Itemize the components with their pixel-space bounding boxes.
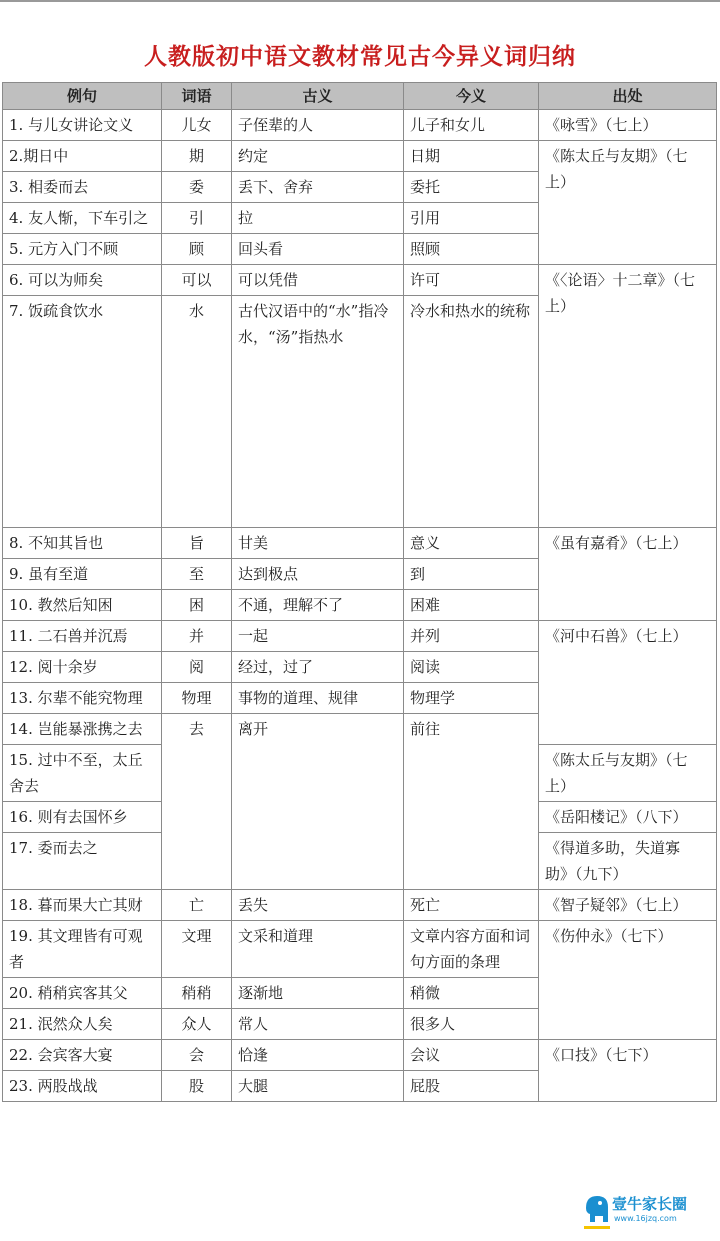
modern-cell: 冷水和热水的统称 bbox=[404, 296, 539, 528]
ancient-cell: 一起 bbox=[232, 621, 404, 652]
example-cell: 4. 友人惭，下车引之 bbox=[3, 203, 162, 234]
watermark-text: 壹牛家长圈 bbox=[612, 1195, 688, 1213]
ancient-cell: 经过，过了 bbox=[232, 652, 404, 683]
source-cell: 《陈太丘与友期》（七上） bbox=[539, 141, 717, 265]
ancient-cell: 回头看 bbox=[232, 234, 404, 265]
ancient-cell: 古代汉语中的“水”指冷水，“汤”指热水 bbox=[232, 296, 404, 528]
word-cell: 引 bbox=[162, 203, 232, 234]
word-cell: 稍稍 bbox=[162, 978, 232, 1009]
word-cell: 并 bbox=[162, 621, 232, 652]
source-cell: 《虽有嘉肴》（七上） bbox=[539, 528, 717, 621]
example-cell: 16. 则有去国怀乡 bbox=[3, 802, 162, 833]
modern-cell: 死亡 bbox=[404, 890, 539, 921]
example-cell: 23. 两股战战 bbox=[3, 1071, 162, 1102]
modern-cell: 儿子和女儿 bbox=[404, 110, 539, 141]
source-cell: 《智子疑邻》（七上） bbox=[539, 890, 717, 921]
example-cell: 14. 岂能暴涨携之去 bbox=[3, 714, 162, 745]
modern-cell: 会议 bbox=[404, 1040, 539, 1071]
modern-cell: 困难 bbox=[404, 590, 539, 621]
modern-cell: 日期 bbox=[404, 141, 539, 172]
word-cell: 委 bbox=[162, 172, 232, 203]
word-cell: 顾 bbox=[162, 234, 232, 265]
modern-cell: 屁股 bbox=[404, 1071, 539, 1102]
table-row bbox=[3, 141, 717, 172]
example-cell: 9. 虽有至道 bbox=[3, 559, 162, 590]
example-cell: 22. 会宾客大宴 bbox=[3, 1040, 162, 1071]
modern-cell: 到 bbox=[404, 559, 539, 590]
example-cell: 8. 不知其旨也 bbox=[3, 528, 162, 559]
modern-cell: 意义 bbox=[404, 528, 539, 559]
source-cell: 《得道多助，失道寡助》（九下） bbox=[539, 833, 717, 890]
example-cell: 1. 与儿女讲论文义 bbox=[3, 110, 162, 141]
modern-cell: 许可 bbox=[404, 265, 539, 296]
ancient-cell: 达到极点 bbox=[232, 559, 404, 590]
modern-cell: 文章内容方面和词句方面的条理 bbox=[404, 921, 539, 978]
word-cell: 去 bbox=[162, 714, 232, 890]
word-cell: 文理 bbox=[162, 921, 232, 978]
table-row bbox=[3, 528, 717, 559]
ancient-cell: 不通，理解不了 bbox=[232, 590, 404, 621]
modern-cell: 前往 bbox=[404, 714, 539, 890]
word-cell: 儿女 bbox=[162, 110, 232, 141]
example-cell: 12. 阅十余岁 bbox=[3, 652, 162, 683]
example-cell: 20. 稍稍宾客其父 bbox=[3, 978, 162, 1009]
source-cell: 《河中石兽》（七上） bbox=[539, 621, 717, 745]
table-row bbox=[3, 265, 717, 296]
ancient-cell: 丢下、舍弃 bbox=[232, 172, 404, 203]
source-cell: 《咏雪》（七上） bbox=[539, 110, 717, 141]
ancient-cell: 逐渐地 bbox=[232, 978, 404, 1009]
ancient-cell: 甘美 bbox=[232, 528, 404, 559]
modern-cell: 照顾 bbox=[404, 234, 539, 265]
table-row bbox=[3, 890, 717, 921]
modern-cell: 物理学 bbox=[404, 683, 539, 714]
word-cell: 可以 bbox=[162, 265, 232, 296]
word-cell: 水 bbox=[162, 296, 232, 528]
example-cell: 13. 尔辈不能究物理 bbox=[3, 683, 162, 714]
modern-cell: 并列 bbox=[404, 621, 539, 652]
header-modern: 今义 bbox=[404, 83, 539, 110]
example-cell: 11. 二石兽并沉焉 bbox=[3, 621, 162, 652]
word-cell: 旨 bbox=[162, 528, 232, 559]
ancient-cell: 大腿 bbox=[232, 1071, 404, 1102]
ancient-cell: 拉 bbox=[232, 203, 404, 234]
example-cell: 5. 元方入门不顾 bbox=[3, 234, 162, 265]
table-row bbox=[3, 1040, 717, 1071]
watermark-url: www.16jzq.com bbox=[614, 1214, 677, 1223]
header-word: 词语 bbox=[162, 83, 232, 110]
source-cell: 《伤仲永》（七下） bbox=[539, 921, 717, 1040]
table-row bbox=[3, 921, 717, 978]
ancient-cell: 文采和道理 bbox=[232, 921, 404, 978]
ancient-cell: 约定 bbox=[232, 141, 404, 172]
source-cell: 《口技》（七下） bbox=[539, 1040, 717, 1102]
word-cell: 会 bbox=[162, 1040, 232, 1071]
header-example: 例句 bbox=[3, 83, 162, 110]
word-cell: 股 bbox=[162, 1071, 232, 1102]
example-cell: 7. 饭疏食饮水 bbox=[3, 296, 162, 528]
example-cell: 21. 泯然众人矣 bbox=[3, 1009, 162, 1040]
example-cell: 17. 委而去之 bbox=[3, 833, 162, 890]
page-title: 人教版初中语文教材常见古今异义词归纳 bbox=[144, 44, 576, 70]
elephant-icon bbox=[582, 1192, 612, 1232]
modern-cell: 阅读 bbox=[404, 652, 539, 683]
top-divider bbox=[0, 0, 720, 2]
table-header-row bbox=[3, 83, 717, 110]
word-cell: 期 bbox=[162, 141, 232, 172]
word-cell: 物理 bbox=[162, 683, 232, 714]
ancient-cell: 恰逢 bbox=[232, 1040, 404, 1071]
ancient-cell: 常人 bbox=[232, 1009, 404, 1040]
example-cell: 3. 相委而去 bbox=[3, 172, 162, 203]
ancient-cell: 离开 bbox=[232, 714, 404, 890]
modern-cell: 稍微 bbox=[404, 978, 539, 1009]
source-cell: 《陈太丘与友期》（七上） bbox=[539, 745, 717, 802]
modern-cell: 委托 bbox=[404, 172, 539, 203]
site-watermark bbox=[582, 1190, 712, 1236]
ancient-cell: 可以凭借 bbox=[232, 265, 404, 296]
word-cell: 至 bbox=[162, 559, 232, 590]
word-cell: 亡 bbox=[162, 890, 232, 921]
example-cell: 2.期日中 bbox=[3, 141, 162, 172]
example-cell: 15. 过中不至，太丘舍去 bbox=[3, 745, 162, 802]
word-cell: 困 bbox=[162, 590, 232, 621]
example-cell: 10. 教然后知困 bbox=[3, 590, 162, 621]
ancient-cell: 子侄辈的人 bbox=[232, 110, 404, 141]
example-cell: 6. 可以为师矣 bbox=[3, 265, 162, 296]
source-cell: 《〈论语〉十二章》（七上） bbox=[539, 265, 717, 528]
table-row bbox=[3, 110, 717, 141]
ancient-cell: 丢失 bbox=[232, 890, 404, 921]
word-cell: 阅 bbox=[162, 652, 232, 683]
source-cell: 《岳阳楼记》（八下） bbox=[539, 802, 717, 833]
word-table bbox=[2, 82, 717, 1102]
example-cell: 19. 其文理皆有可观者 bbox=[3, 921, 162, 978]
ancient-cell: 事物的道理、规律 bbox=[232, 683, 404, 714]
table-row bbox=[3, 621, 717, 652]
word-cell: 众人 bbox=[162, 1009, 232, 1040]
modern-cell: 引用 bbox=[404, 203, 539, 234]
example-cell: 18. 暮而果大亡其财 bbox=[3, 890, 162, 921]
modern-cell: 很多人 bbox=[404, 1009, 539, 1040]
header-ancient: 古义 bbox=[232, 83, 404, 110]
header-source: 出处 bbox=[539, 83, 717, 110]
